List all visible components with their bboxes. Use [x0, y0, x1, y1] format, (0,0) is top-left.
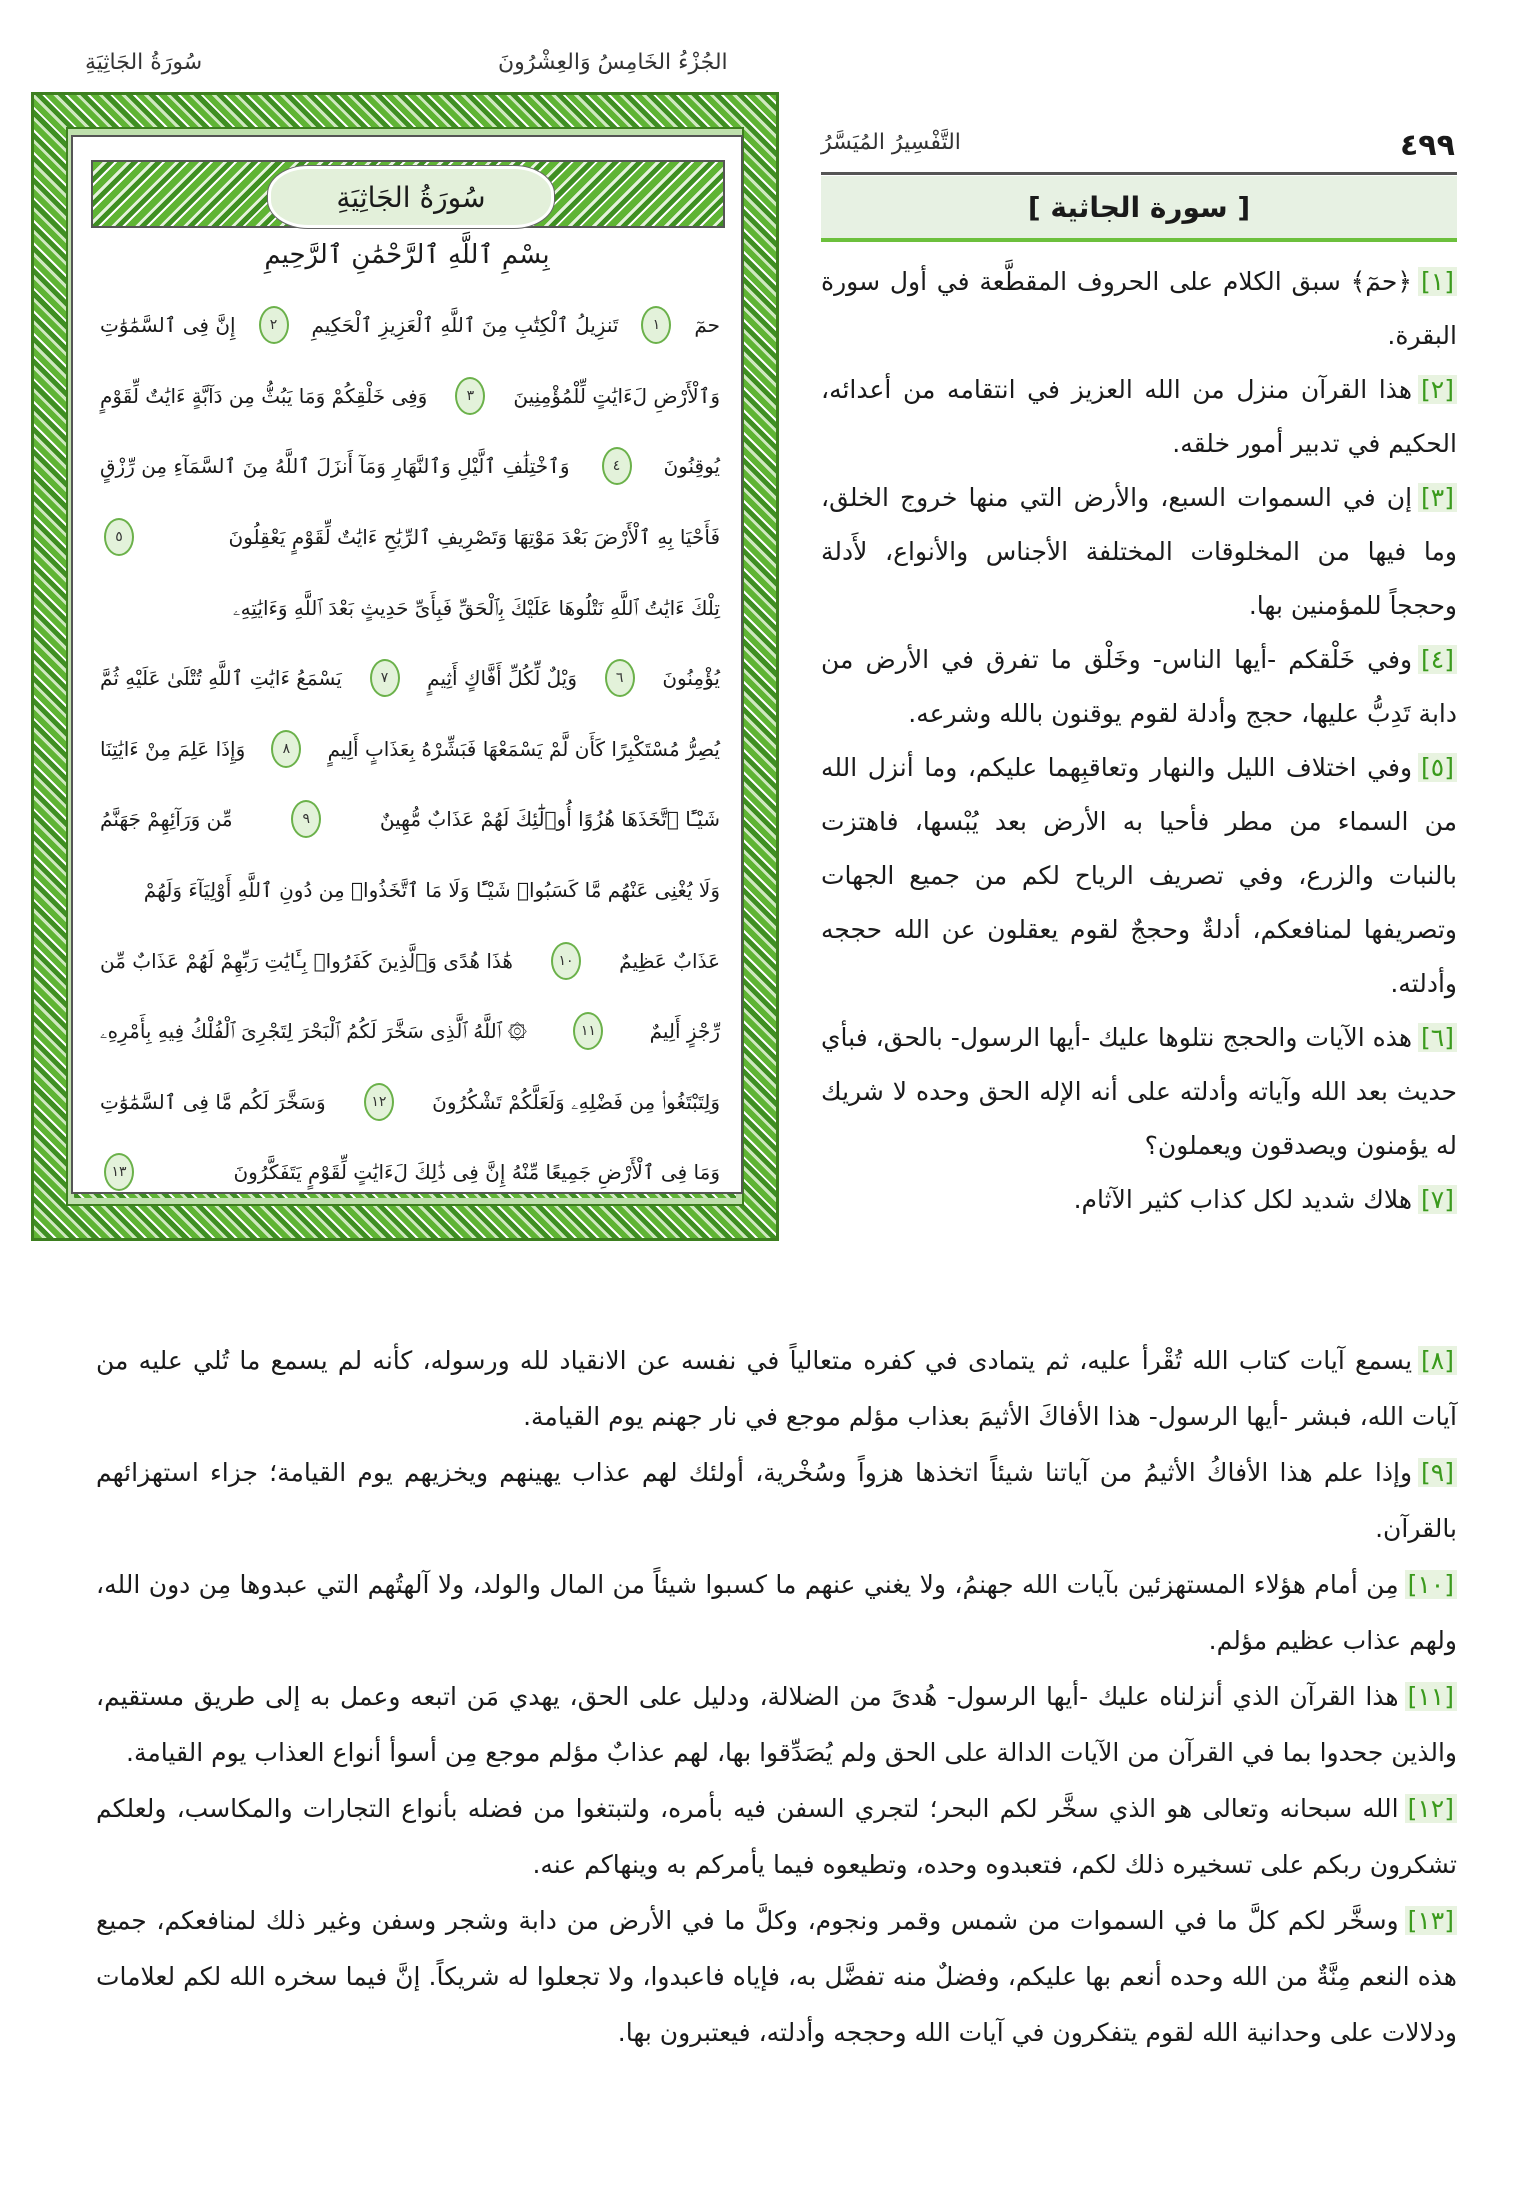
verse-number-marker: ١٠ — [551, 942, 581, 980]
verse-number-marker: ٦ — [605, 659, 635, 697]
tafsir-paragraph — [821, 1173, 1457, 1227]
verse-number-label: [١٢] — [1405, 1794, 1457, 1823]
page-number: ٤٩٩ — [1400, 128, 1455, 163]
verse-number-label: [٩] — [1418, 1458, 1457, 1487]
quran-text-segment: وَٱخْتِلَٰفِ ٱلَّيْلِ وَٱلنَّهَارِ وَمَآ أَنزَلَ ٱللَّهُ مِنَ ٱلسَّمَآءِ مِن رِّزْقٍ — [100, 454, 570, 479]
tafsir-paragraph — [96, 1669, 1457, 1781]
tafsir-text: ﴿حمٓ﴾ سبق الكلام على الحروف المقطَّعة في أول سورة البقرة. — [821, 267, 1457, 350]
quran-text-segment: يَسْمَعُ ءَايَٰتِ ٱللَّهِ تُتْلَىٰ عَلَيْهِ ثُمَّ — [100, 666, 342, 691]
tafsir-text: هلاك شديد لكل كذاب كثير الآثام. — [1073, 1185, 1413, 1214]
tafsir-paragraph — [821, 255, 1457, 363]
tafsir-paragraph — [96, 1893, 1457, 2061]
quran-text-segment: وَٱلْأَرْضِ لَءَايَٰتٍ لِّلْمُؤْمِنِينَ — [513, 383, 720, 408]
tafsir-paragraph — [96, 1557, 1457, 1669]
tafsir-text: وإذا علم هذا الأفاكُ الأثيمُ من آياتنا شيئاً اتخذها هزواً وسُخْرية، أولئك لهم عذاب يهينهم ويخزيهم يوم القيامة؛ جزاء استهزائهم بالقرآن. — [96, 1458, 1457, 1543]
verse-number-marker: ٨ — [271, 730, 301, 768]
quran-text-segment: يُوقِنُونَ — [663, 454, 720, 479]
quran-line — [100, 855, 720, 926]
tafsir-text: وفي اختلاف الليل والنهار وتعاقبِهما عليكم، وما أنزل الله من السماء من مطر فأحيا به الأرض بعد يُبْسها، فاهتزت بالنبات والزرع، وفي تصريف الرياح لكم من جميع الجهات وتصريفها لمنافعكم، أدلةٌ وحججٌ لقوم يعقلون عن الله حججه وأدلته. — [821, 753, 1457, 998]
quran-text-segment: وَمَا فِى ٱلْأَرْضِ جَمِيعًا مِّنْهُ إِنَّ فِى ذَٰلِكَ لَءَايَٰتٍ لِّقَوْمٍ يَتَفَكَّرُونَ — [233, 1160, 720, 1185]
quran-text-segment: يُؤْمِنُونَ — [662, 666, 720, 691]
verse-number-label: [٦] — [1418, 1023, 1457, 1052]
tafsir-text: يسمع آيات كتاب الله تُقْرأ عليه، ثم يتمادى في كفره متعالياً في نفسه عن الانقياد لله ورسوله، كأنه لم يسمع ما تُلي عليه من آيات الله، فبشر -أيها الرسول- هذا الأفاكَ الأثيمَ بعذاب مؤلم موجع في نار جهنم يوم القيامة. — [96, 1346, 1457, 1431]
verse-number-marker: ١٣ — [104, 1153, 134, 1191]
tafsir-paragraph — [821, 1011, 1457, 1173]
tafsir-text: مِن أمام هؤلاء المستهزئين بآيات الله جهنمُ، ولا يغني عنهم ما كسبوا شيئاً من المال والولد، ولا آلهتُهم التي عبدوها مِن دون الله، ولهم عذاب عظيم مؤلم. — [96, 1570, 1457, 1655]
tafsir-full-width — [96, 1333, 1457, 2061]
quran-line — [100, 996, 720, 1067]
verse-number-marker: ١١ — [573, 1012, 603, 1050]
verse-number-label: [١] — [1418, 267, 1457, 296]
quran-text-segment: تَنزِيلُ ٱلْكِتَٰبِ مِنَ ٱللَّهِ ٱلْعَزِيزِ ٱلْحَكِيمِ — [311, 313, 619, 338]
verse-number-label: [٢] — [1418, 375, 1457, 404]
quran-text-segment: إِنَّ فِى ٱلسَّمَٰوَٰتِ — [100, 313, 236, 338]
verse-number-label: [١١] — [1405, 1682, 1457, 1711]
bismillah: بِسْمِ ٱللَّهِ ٱلرَّحْمَٰنِ ٱلرَّحِيمِ — [264, 240, 550, 270]
quran-line — [100, 784, 720, 855]
tafsir-text: الله سبحانه وتعالى هو الذي سخَّر لكم البحر؛ لتجري السفن فيه بأمره، ولتبتغوا من فضله بأنواع التجارات والمكاسب، ولعلكم تشكرون ربكم على تسخيره ذلك لكم، فتعبدوه وحده، وتطيعوه فيما يأمركم به وينهاكم عنه. — [96, 1794, 1457, 1879]
quran-text-segment: عَذَابٌ عَظِيمٌ — [619, 948, 720, 973]
tafsir-paragraph — [96, 1333, 1457, 1445]
quran-line — [100, 1067, 720, 1138]
tafsir-paragraph — [821, 633, 1457, 741]
verse-number-marker: ١٢ — [364, 1083, 394, 1121]
quran-line — [100, 925, 720, 996]
verse-number-marker: ٥ — [104, 518, 134, 556]
running-header-juz: الجُزْءُ الخَامِسُ وَالعِشْرُونَ — [498, 50, 728, 75]
verse-number-label: [١٣] — [1405, 1906, 1457, 1935]
running-header-surah: سُورَةُ الجَاثِيَةِ — [85, 50, 203, 75]
header-divider — [821, 172, 1457, 175]
quran-text-segment: وَلَا يُغْنِى عَنْهُم مَّا كَسَبُوا۟ شَيْـًٔا وَلَا مَا ٱتَّخَذُوا۟ مِن دُونِ ٱللَّهِ أَوْلِيَآءَ وَلَهُمْ — [143, 878, 720, 903]
quran-text-segment: رِّجْزٍ أَلِيمٌ — [649, 1019, 720, 1044]
verse-number-marker: ٢ — [259, 306, 289, 344]
quran-line — [100, 502, 720, 573]
verse-number-marker: ٧ — [370, 659, 400, 697]
tafsir-paragraph — [821, 471, 1457, 633]
tafsir-paragraph — [821, 363, 1457, 471]
quran-text-segment: حمٓ — [694, 313, 720, 338]
verse-number-marker: ١ — [641, 306, 671, 344]
quran-text-segment: تِلْكَ ءَايَٰتُ ٱللَّهِ نَتْلُوهَا عَلَيْكَ بِٱلْحَقِّ فَبِأَىِّ حَدِيثٍ بَعْدَ ٱللَّهِ وَءَايَٰتِهِۦ — [233, 595, 720, 620]
tafsir-text: وفي خَلْقكم -أيها الناس- وخَلْق ما تفرق في الأرض من دابة تَدِبُّ عليها، حجج وأدلة لقوم يوقنون بالله وشرعه. — [821, 645, 1457, 728]
quran-line — [100, 290, 720, 361]
quran-text-segment: وَلِتَبْتَغُوا۟ مِن فَضْلِهِۦ وَلَعَلَّكُمْ تَشْكُرُونَ — [432, 1089, 720, 1114]
quran-text-segment: وَفِى خَلْقِكُمْ وَمَا يَبُثُّ مِن دَآبَّةٍ ءَايَٰتٌ لِّقَوْمٍ — [100, 383, 428, 408]
verse-number-label: [٤] — [1418, 645, 1457, 674]
verse-number-label: [٧] — [1418, 1185, 1457, 1214]
quran-text-segment: وَإِذَا عَلِمَ مِنْ ءَايَٰتِنَا — [100, 736, 246, 761]
quran-text-segment: مِّن وَرَآئِهِمْ جَهَنَّمُ — [100, 807, 233, 832]
tafsir-text: هذه الآيات والحجج نتلوها عليك -أيها الرسول- بالحق، فبأي حديث بعد الله وآياته وأدلته على أنه الإله الحق وحده لا شريك له يؤمنون ويصدقون ويعملون؟ — [820, 1023, 1457, 1160]
quran-text-segment: وَيْلٌ لِّكُلِّ أَفَّاكٍ أَثِيمٍ — [427, 666, 578, 691]
tafsir-paragraph — [96, 1445, 1457, 1557]
quran-text-segment: هَٰذَا هُدًى وَٱلَّذِينَ كَفَرُوا۟ بِـَٔايَٰتِ رَبِّهِمْ لَهُمْ عَذَابٌ مِّن — [100, 948, 513, 973]
verse-number-label: [٨] — [1418, 1346, 1457, 1375]
quran-line — [100, 1137, 720, 1208]
tafsir-paragraph — [821, 741, 1457, 1011]
quran-text — [100, 290, 720, 1208]
quran-line — [100, 572, 720, 643]
quran-line — [100, 643, 720, 714]
tafsir-paragraph — [96, 1781, 1457, 1893]
tafsir-surah-title: [ سورة الجاثية ] — [821, 176, 1457, 242]
verse-number-marker: ٣ — [455, 377, 485, 415]
quran-text-segment: ۞ ٱللَّهُ ٱلَّذِى سَخَّرَ لَكُمُ ٱلْبَحْرَ لِتَجْرِىَ ٱلْفُلْكُ فِيهِ بِأَمْرِهِۦ — [100, 1019, 528, 1044]
quran-line — [100, 714, 720, 785]
quran-line — [100, 361, 720, 432]
quran-text-segment: فَأَحْيَا بِهِ ٱلْأَرْضَ بَعْدَ مَوْتِهَا وَتَصْرِيفِ ٱلرِّيَٰحِ ءَايَٰتٌ لِّقَوْمٍ يَعْقِلُونَ — [228, 525, 720, 550]
tafsir-text: وسخَّر لكم كلَّ ما في السموات من شمس وقمر ونجوم، وكلَّ ما في الأرض من دابة وشجر وسفن وغير ذلك لمنافعكم، جميع هذه النعم مِنَّةٌ من الله وحده أنعم بها عليكم، وفضلٌ منه تفضَّل به، فإياه فاعبدوا، ولا تجعلوا له شريكاً. إنَّ فيما سخره الله لكم لعلامات ودلالات على وحدانية الله لقوم يتفكرون في آيات الله وحججه وأدلته، فيعتبرون بها. — [96, 1906, 1457, 2047]
tafsir-text: هذا القرآن الذي أنزلناه عليك -أيها الرسول- هُدىً من الضلالة، ودليل على الحق، يهدي مَن اتبعه وعمل به إلى طريق مستقيم، والذين جحدوا بما في القرآن من الآيات الدالة على الحق ولم يُصَدِّقوا بها، لهم عذابٌ مؤلم موجع مِن أسوأ أنواع العذاب يوم القيامة. — [96, 1682, 1457, 1767]
quran-text-segment: يُصِرُّ مُسْتَكْبِرًا كَأَن لَّمْ يَسْمَعْهَا فَبَشِّرْهُ بِعَذَابٍ أَلِيمٍ — [327, 736, 720, 761]
verse-number-label: [٥] — [1418, 753, 1457, 782]
quran-text-segment: وَسَخَّرَ لَكُم مَّا فِى ٱلسَّمَٰوَٰتِ — [100, 1089, 326, 1114]
surah-banner — [91, 160, 725, 228]
verse-number-label: [٣] — [1418, 483, 1457, 512]
surah-banner-title: سُورَةُ الجَاثِيَةِ — [268, 166, 554, 228]
book-title: التَّفْسِيرُ المُيَسَّرُ — [821, 130, 961, 155]
verse-number-label: [١٠] — [1405, 1570, 1457, 1599]
verse-number-marker: ٩ — [291, 800, 321, 838]
quran-line — [100, 431, 720, 502]
verse-number-marker: ٤ — [602, 447, 632, 485]
quran-text-segment: شَيْـًٔا ٱتَّخَذَهَا هُزُوًا أُو۟لَٰٓئِكَ لَهُمْ عَذَابٌ مُّهِينٌ — [379, 807, 720, 832]
tafsir-text: إن في السموات السبع، والأرض التي منها خروج الخلق، وما فيها من المخلوقات المختلفة الأجناس والأنواع، لأَدلة وحججاً للمؤمنين بها. — [821, 483, 1457, 620]
tafsir-column — [821, 255, 1457, 1227]
tafsir-text: هذا القرآن منزل من الله العزيز في انتقامه من أعدائه، الحكيم في تدبير أمور خلقه. — [821, 375, 1457, 458]
